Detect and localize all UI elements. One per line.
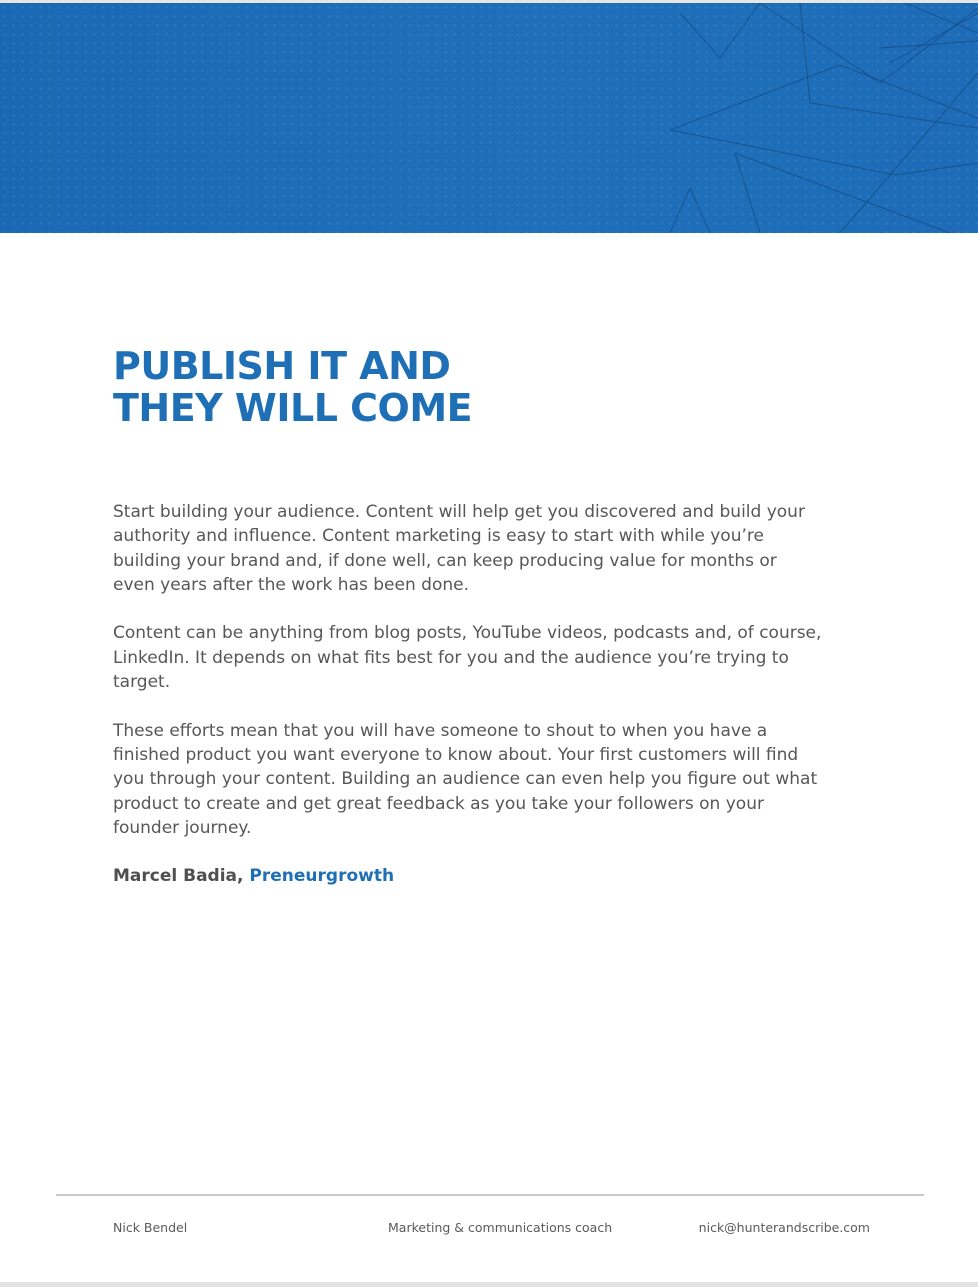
footer-author-role: Marketing & communications coach [388, 1220, 613, 1235]
footer-email[interactable]: nick@hunterandscribe.com [698, 1220, 870, 1235]
attribution-company-link[interactable]: Preneurgrowth [249, 865, 395, 886]
banner-line-pattern [0, 3, 978, 233]
article-body [113, 500, 823, 913]
paragraph-1: Start building your audience. Content will help get you discovered and build your authority and influence. Content marketing is easy to start with while you’re building your brand and, if done well, can keep producing value for months or even years after the work has been done. [113, 502, 805, 595]
footer-author-name: Nick Bendel [113, 1220, 188, 1235]
title-line-1: PUBLISH IT AND [113, 344, 451, 388]
header-banner [0, 3, 978, 233]
page-bottom-edge [0, 1282, 978, 1287]
title-line-2: THEY WILL COME [113, 386, 473, 430]
quote-attribution [113, 864, 823, 888]
paragraph-2: Content can be anything from blog posts, YouTube videos, podcasts and, of course, LinkedIn. It depends on what fits best for you and the audience you’re trying to target. [113, 623, 822, 693]
footer-divider [56, 1194, 924, 1196]
attribution-name: Marcel Badia, [113, 865, 244, 886]
paragraph-3: These efforts mean that you will have someone to shout to when you have a finished product you want everyone to know about. Your first customers will find you through your content. Building an audience can even help you figure out what product to create and get great feedback as you take your followers on your founder journey. [113, 720, 818, 838]
page-title [113, 345, 472, 429]
